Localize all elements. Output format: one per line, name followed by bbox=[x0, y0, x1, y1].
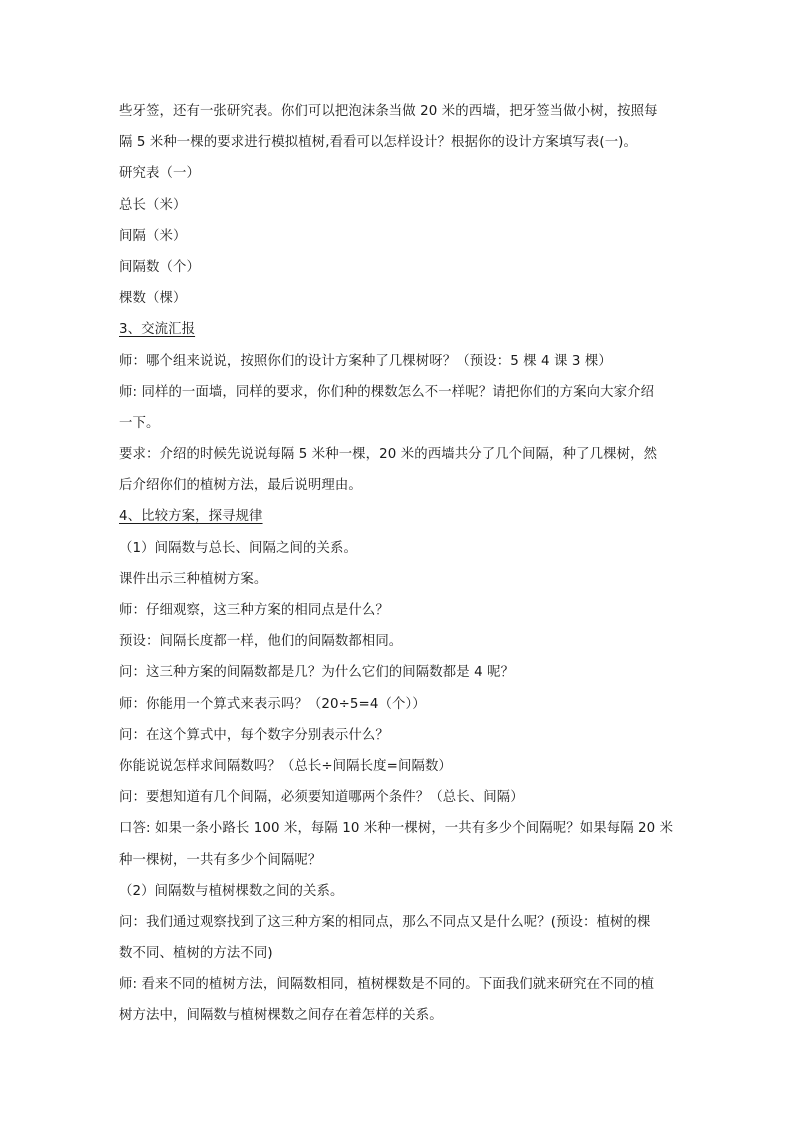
text-line: 师: 同样的一面墙，同样的要求，你们种的棵数怎么不一样呢？请把你们的方案向大家介绍 bbox=[119, 384, 655, 400]
text-line: 隔 5 米种一棵的要求进行模拟植树,看看可以怎样设计？根据你的设计方案填写表(一)。 bbox=[119, 135, 637, 151]
table-row-label: 间隔（米） bbox=[119, 228, 187, 244]
text-line: 课件出示三种植树方案。 bbox=[119, 571, 268, 587]
table-title: 研究表（一） bbox=[119, 166, 200, 182]
text-line: 师：哪个组来说说，按照你们的设计方案种了几棵树呀？（预设：5 棵 4 课 3 棵） bbox=[119, 353, 612, 369]
section-heading: 4、比较方案，探寻规律 bbox=[119, 509, 263, 525]
section-heading: 3、交流汇报 bbox=[119, 322, 196, 338]
text-line: 一下。 bbox=[119, 415, 160, 431]
text-line: 师: 看来不同的植树方法，间隔数相同，植树棵数是不同的。下面我们就来研究在不同的植 bbox=[119, 977, 655, 993]
text-line: 问：这三种方案的间隔数都是几？为什么它们的间隔数都是 4 呢？ bbox=[119, 665, 515, 681]
text-line: 些牙签，还有一张研究表。你们可以把泡沫条当做 20 米的西墙，把牙签当做小树，按照每 bbox=[119, 104, 658, 119]
text-line: 口答: 如果一条小路长 100 米，每隔 10 米种一棵树，一共有多少个间隔呢？如果每隔 20 米 bbox=[119, 821, 674, 837]
table-row-label: 棵数（棵） bbox=[119, 291, 187, 307]
text-line: 树方法中，间隔数与植树棵数之间存在着怎样的关系。 bbox=[119, 1008, 443, 1024]
subsection-heading: （2）间隔数与植树棵数之间的关系。 bbox=[119, 883, 344, 899]
text-line: 你能说说怎样求间隔数吗？（总长÷间隔长度=间隔数） bbox=[119, 758, 452, 774]
document-body bbox=[119, 96, 679, 1032]
text-line: 数不同、植树的方法不同) bbox=[119, 946, 273, 962]
table-row-label: 间隔数（个） bbox=[119, 259, 200, 275]
text-line: 师：你能用一个算式来表示吗？（20÷5=4（个）） bbox=[119, 696, 426, 712]
text-line: 种一棵树，一共有多少个间隔呢？ bbox=[119, 852, 322, 868]
text-line: 后介绍你们的植树方法，最后说明理由。 bbox=[119, 478, 362, 494]
text-line: 问：要想知道有几个间隔，必须要知道哪两个条件？（总长、间隔） bbox=[119, 790, 524, 806]
subsection-heading: （1）间隔数与总长、间隔之间的关系。 bbox=[119, 540, 357, 556]
text-line: 要求：介绍的时候先说说每隔 5 米种一棵，20 米的西墙共分了几个间隔，种了几棵树，然 bbox=[119, 447, 658, 463]
text-line: 问：在这个算式中，每个数字分别表示什么？ bbox=[119, 727, 389, 743]
table-row-label: 总长（米） bbox=[119, 197, 187, 213]
text-line: 预设：间隔长度都一样，他们的间隔数都相同。 bbox=[119, 634, 403, 650]
text-line: 师：仔细观察，这三种方案的相同点是什么？ bbox=[119, 603, 389, 618]
text-line: 问：我们通过观察找到了这三种方案的相同点，那么不同点又是什么呢？(预设：植树的棵 bbox=[119, 914, 651, 930]
